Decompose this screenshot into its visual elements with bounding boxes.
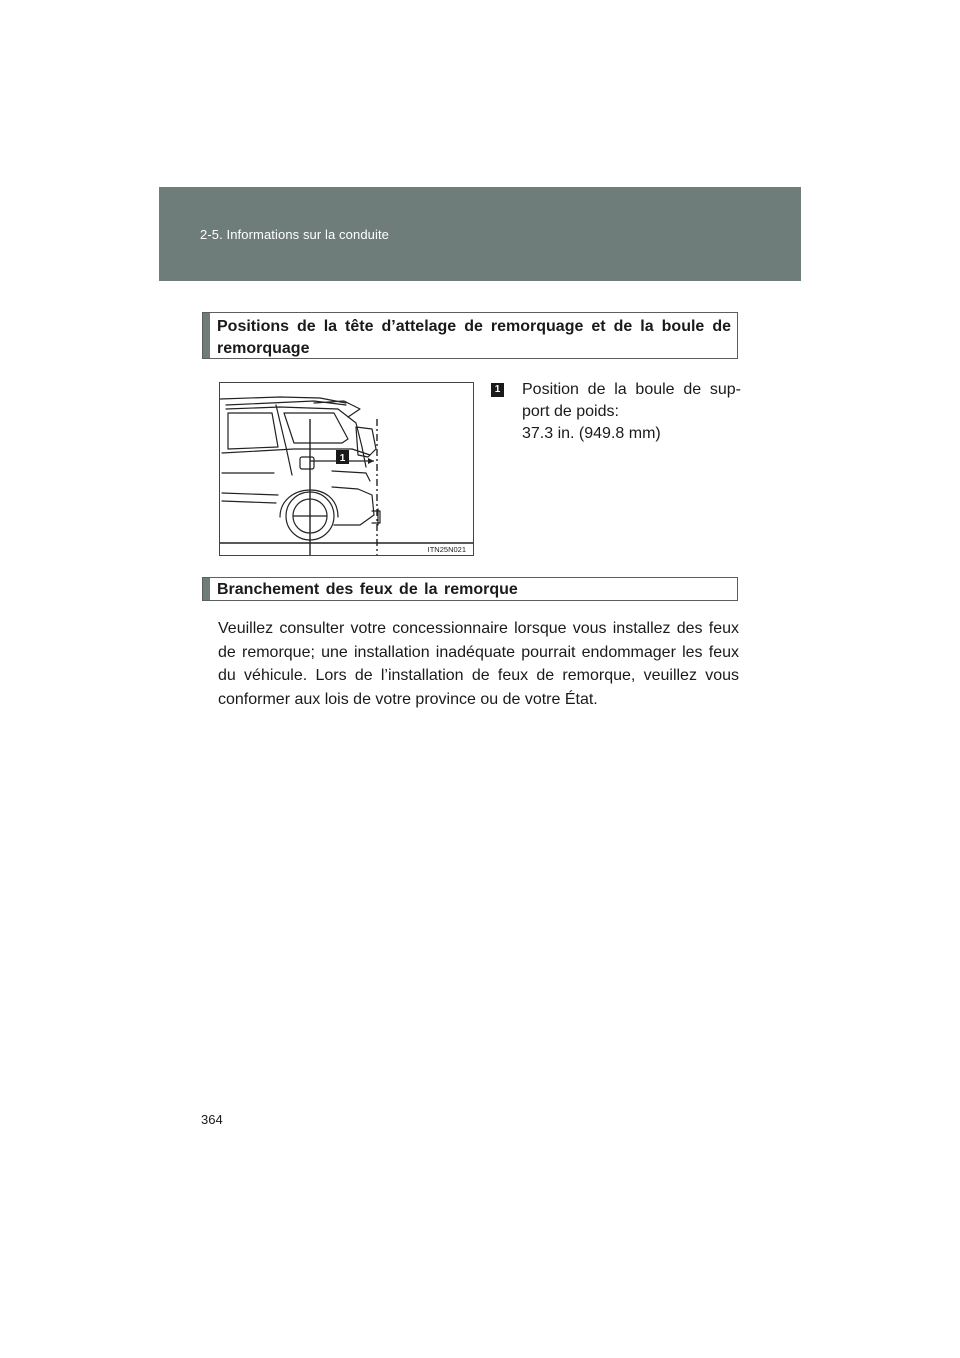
rear-bumper [332,487,374,525]
section-title: 2-5. Informations sur la conduite [200,227,390,242]
rear-side-window [228,413,278,449]
section-heading-hitch-positions [202,312,738,359]
page-number: 364 [201,1112,223,1127]
vehicle-rear-illustration [219,382,474,556]
section-heading-text: Positions de la tête d’attelage de remorquage et de la boule de remorquage [217,318,731,357]
dimension-arrowhead [368,458,374,464]
figure-code: ITN25N021 [427,545,466,554]
callout-hitch-ball-position [491,379,741,445]
wheel-arch [280,490,338,517]
callout-measurement: 37.3 in. (949.8 mm) [522,425,661,442]
trailer-lights-paragraph: Veuillez consulter votre concessionnaire lorsque vous installez des feux de remorque; une installation inadéquate pourrait endommager les feux du véhicule. Lors de l’installation de feux de remorque, veuillez vous conformer aux lois de votre province ou de votre État. [218,620,739,708]
fuel-door [300,457,314,469]
tail-lamp [356,427,376,457]
section-heading-text: Branchement des feux de la remorque [217,581,518,598]
vehicle-rear-drawing [220,383,473,555]
callout-description: Position de la boule de sup-port de poids: [522,381,741,420]
callout-number-badge: 1 [491,383,504,397]
quarter-window [284,413,348,443]
body-crease [332,471,370,481]
side-sill [222,493,278,495]
callout-badge-number: 1 [339,453,346,464]
section-heading-trailer-lights [202,577,738,601]
c-pillar-line [276,405,292,475]
chapter-header-band [159,187,801,281]
